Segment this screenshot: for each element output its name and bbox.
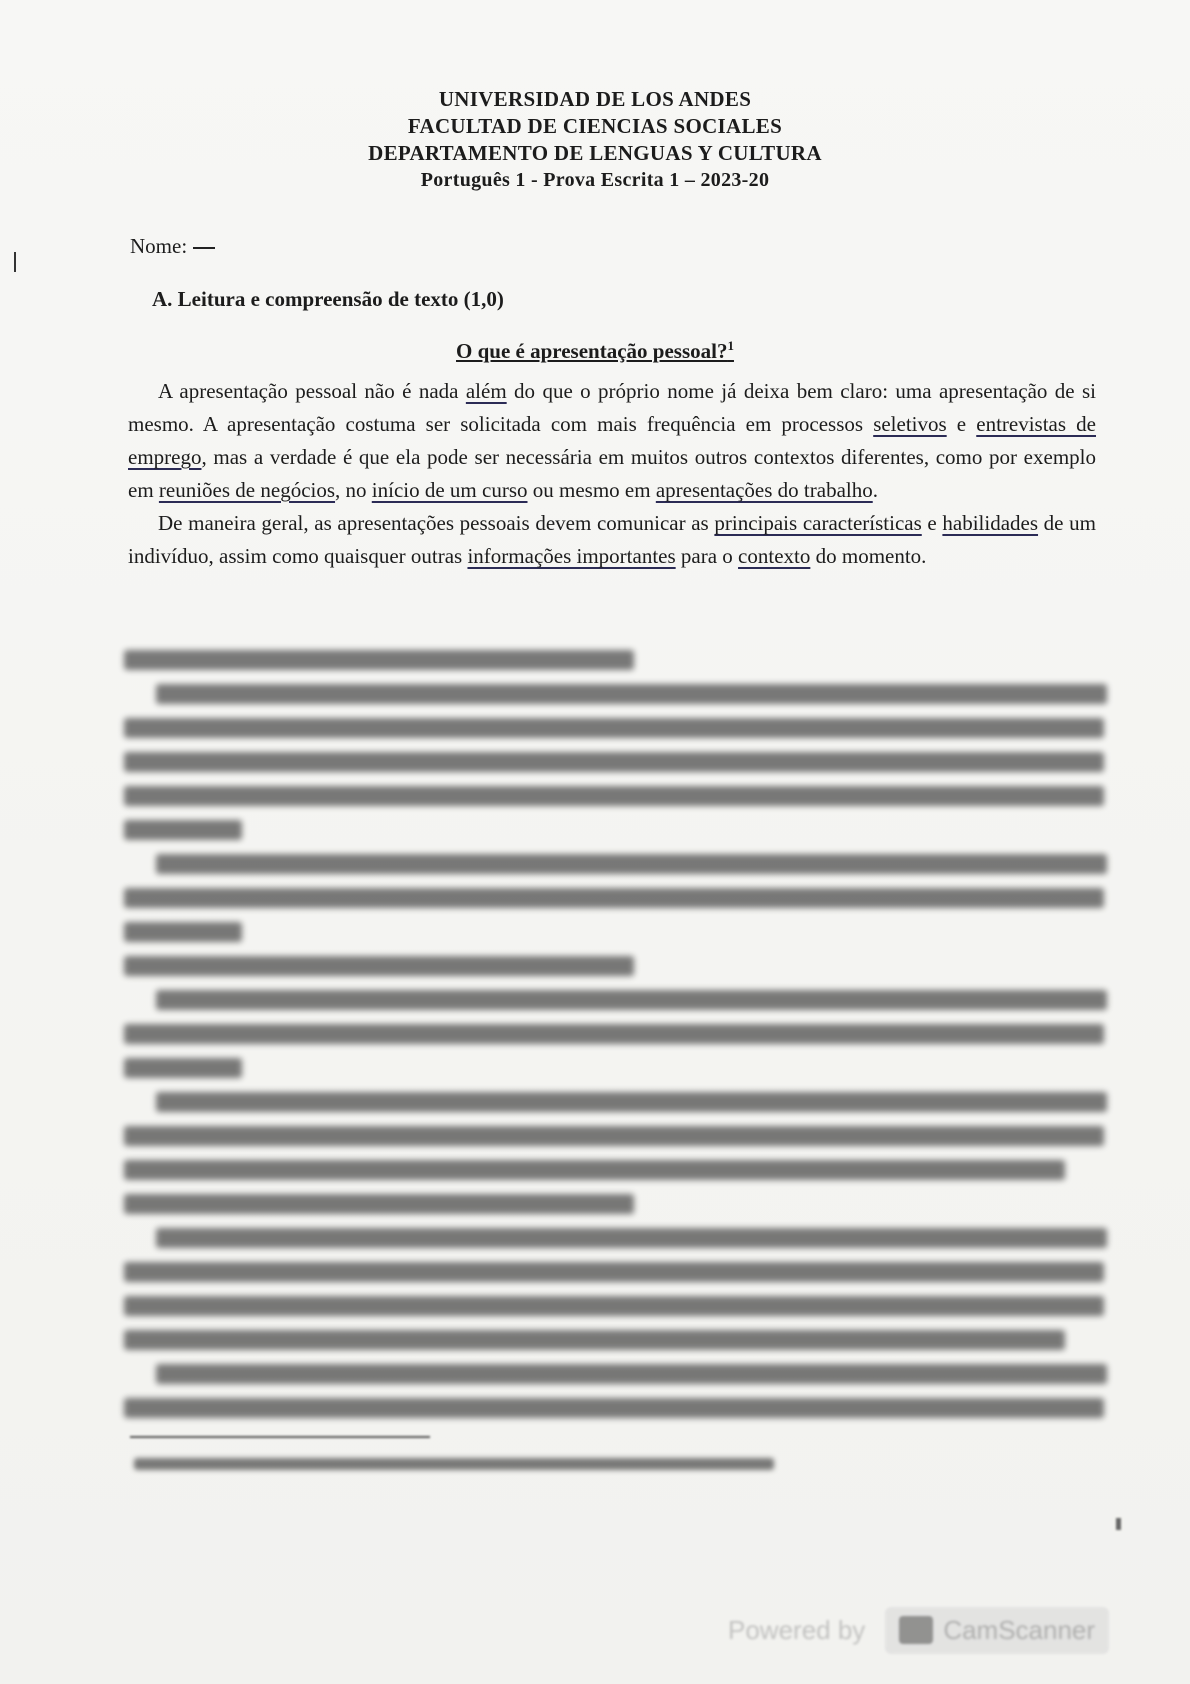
- underlined-term: habilidades: [942, 511, 1039, 535]
- paragraph-2: [128, 507, 1096, 573]
- page-number-mark: [1116, 1518, 1121, 1530]
- blurred-line: [124, 752, 1104, 772]
- blurred-line: [124, 786, 1104, 806]
- blurred-line: [124, 1262, 1104, 1282]
- department-name: DEPARTAMENTO DE LENGUAS Y CULTURA: [368, 141, 822, 165]
- text: para o: [675, 544, 739, 568]
- underlined-term: seletivos: [873, 412, 947, 436]
- blurred-line: [124, 718, 1104, 738]
- text: .: [872, 478, 878, 502]
- blurred-line: [156, 684, 1107, 704]
- underlined-term: além: [465, 379, 507, 403]
- article-title-text: O que é apresentação pessoal?: [456, 339, 728, 363]
- blurred-line: [124, 922, 242, 942]
- blurred-line: [124, 1398, 1104, 1418]
- scan-artifact: [14, 252, 16, 272]
- blurred-line: [156, 990, 1107, 1010]
- underlined-term: entrevistas de emprego: [128, 412, 1096, 469]
- blurred-line: [124, 820, 242, 840]
- document-header: [0, 86, 1190, 194]
- camscanner-watermark: [728, 1600, 1178, 1660]
- footnote-mark: 1: [727, 338, 734, 353]
- blurred-line: [124, 1296, 1104, 1316]
- text: do momento.: [810, 544, 927, 568]
- blurred-text-region: [124, 650, 1104, 1432]
- article-body: [128, 375, 1096, 573]
- text: e: [921, 511, 943, 535]
- text: , no: [335, 478, 372, 502]
- text: de um indivíduo, assim como quaisquer outras: [128, 511, 1096, 568]
- blurred-line: [156, 1364, 1107, 1384]
- blurred-line: [156, 854, 1107, 874]
- blurred-line: [124, 1160, 1065, 1180]
- blurred-line: [156, 1092, 1107, 1112]
- blurred-line: [124, 1330, 1065, 1350]
- watermark-powered-text: Powered by: [728, 1614, 866, 1645]
- text: A apresentação pessoal não é nada: [158, 379, 466, 403]
- watermark-brand-box: [885, 1607, 1109, 1654]
- blurred-line: [124, 1058, 242, 1078]
- underlined-term: apresentações do trabalho: [655, 478, 873, 502]
- underlined-term: principais características: [714, 511, 922, 535]
- underlined-term: informações importantes: [467, 544, 676, 568]
- footnote-divider: [130, 1436, 430, 1438]
- university-name: UNIVERSIDAD DE LOS ANDES: [438, 87, 752, 111]
- underlined-term: contexto: [738, 544, 811, 568]
- blurred-line: [124, 888, 1104, 908]
- name-blank-line: [193, 247, 215, 249]
- course-title: Português 1 - Prova Escrita 1 – 2023-20: [420, 169, 770, 191]
- text: , mas a verdade é que ela pode ser necessária em muitos outros contextos diferentes, como por exemplo em: [128, 445, 1096, 502]
- watermark-brand-text: CamScanner: [943, 1614, 1096, 1645]
- blurred-subheading: [124, 650, 634, 670]
- camscanner-logo-icon: [899, 1616, 933, 1644]
- article-title: [0, 338, 1190, 364]
- section-a-heading: A. Leitura e compreensão de texto (1,0): [152, 287, 504, 311]
- faculty-name: FACULTAD DE CIENCIAS SOCIALES: [407, 114, 783, 138]
- text: do que o próprio nome já deixa bem claro: uma apresentação de si mesmo. A apresentação costuma ser solicitada com mais frequência em processos: [128, 379, 1096, 436]
- underlined-term: reuniões de negócios: [158, 478, 336, 502]
- blurred-line: [156, 1228, 1107, 1248]
- name-label: Nome:: [130, 234, 188, 258]
- blurred-subheading: [124, 956, 634, 976]
- text: e: [946, 412, 977, 436]
- blurred-subheading: [124, 1194, 634, 1214]
- underlined-term: início de um curso: [371, 478, 528, 502]
- name-field: [130, 234, 215, 259]
- text: ou mesmo em: [527, 478, 656, 502]
- paragraph-1: [128, 375, 1096, 507]
- blurred-line: [124, 1126, 1104, 1146]
- text: De maneira geral, as apresentações pessoais devem comunicar as: [158, 511, 715, 535]
- blurred-footnote: [134, 1458, 774, 1470]
- blurred-line: [124, 1024, 1104, 1044]
